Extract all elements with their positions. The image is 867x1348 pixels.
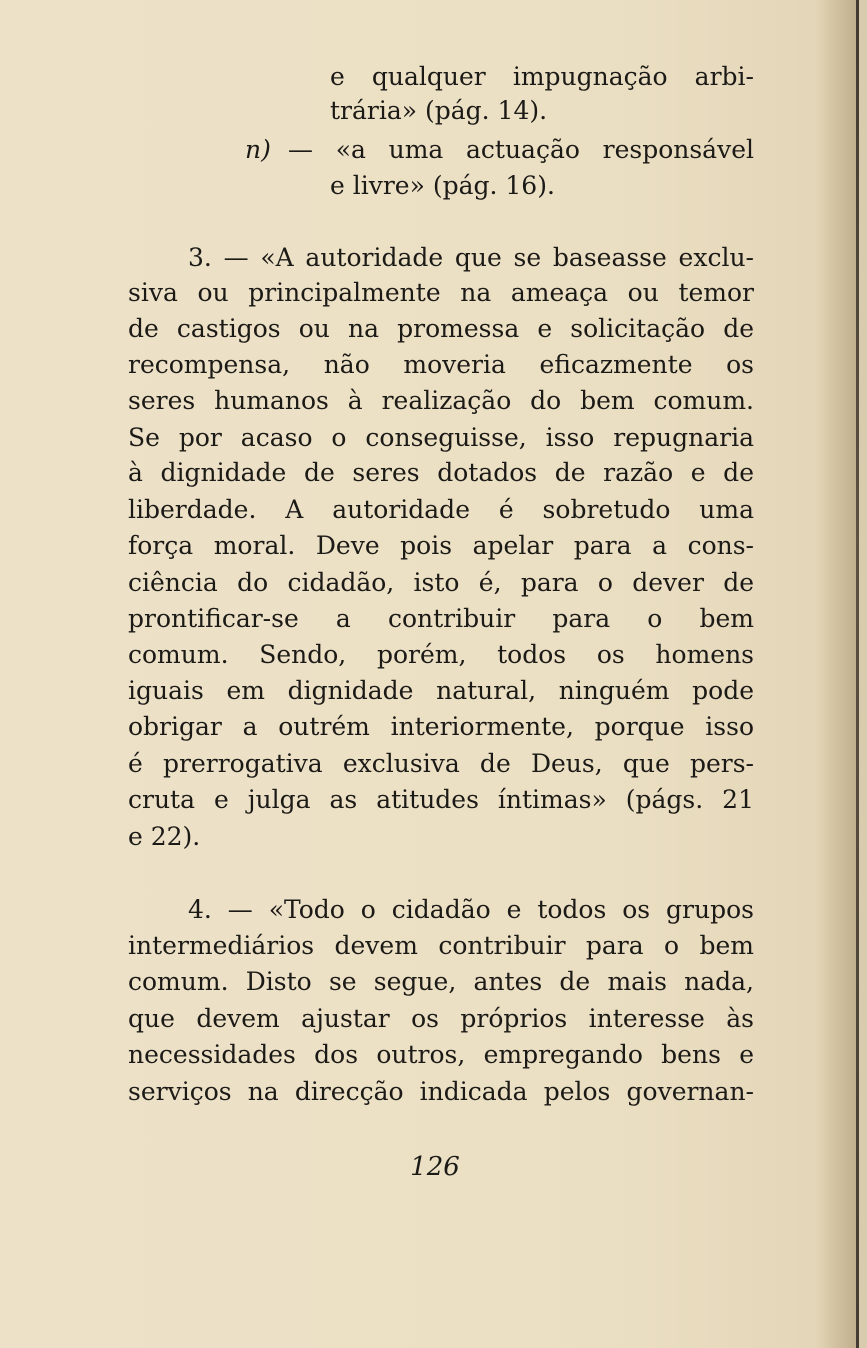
- p3-line-3: de castigos ou na promessa e solicitação de: [128, 314, 754, 343]
- p3-line-17: e 22).: [128, 822, 201, 851]
- p3-line-6: Se por acaso o conseguisse, isso repugnaria: [128, 423, 754, 452]
- p4-line-5: necessidades dos outros, empregando bens e: [128, 1040, 754, 1069]
- p3-line-11: prontificar-se a contribuir para o bem: [128, 604, 754, 633]
- item-n-marker: n): [245, 135, 271, 164]
- binding-edge-line: [856, 0, 859, 1348]
- p3-line-7: à dignidade de seres dotados de razão e de: [128, 458, 754, 487]
- p3-line-16: cruta e julga as atitudes íntimas» (págs. 21: [128, 785, 754, 814]
- page-edge-shadow: [859, 0, 867, 1348]
- p3-line-12: comum. Sendo, porém, todos os homens: [128, 640, 754, 669]
- p3-line-5: seres humanos à realização do bem comum.: [128, 386, 754, 415]
- p3-line-15: é prerrogativa exclusiva de Deus, que pers-: [128, 749, 754, 778]
- p3-line-1: 3. — «A autoridade que se baseasse exclu-: [188, 243, 754, 272]
- p4-line-1: 4. — «Todo o cidadão e todos os grupos: [188, 895, 754, 924]
- p3-line-10: ciência do cidadão, isto é, para o dever de: [128, 568, 754, 597]
- p4-line-6: serviços na direcção indicada pelos governan-: [128, 1077, 754, 1106]
- p4-line-2: intermediários devem contribuir para o bem: [128, 931, 754, 960]
- item-n-line-1: — «a uma actuação responsável: [288, 135, 754, 164]
- item-n-line-2: e livre» (pág. 16).: [330, 171, 555, 200]
- p3-line-4: recompensa, não moveria eficazmente os: [128, 350, 754, 379]
- p3-line-14: obrigar a outrém interiormente, porque isso: [128, 712, 754, 741]
- p3-line-8: liberdade. A autoridade é sobretudo uma: [128, 495, 754, 524]
- page-number: 126: [410, 1152, 460, 1182]
- p3-line-2: siva ou principalmente na ameaça ou temor: [128, 278, 754, 307]
- p4-line-3: comum. Disto se segue, antes de mais nada,: [128, 967, 754, 996]
- p4-line-4: que devem ajustar os próprios interesse às: [128, 1004, 754, 1033]
- p3-line-9: força moral. Deve pois apelar para a cons-: [128, 531, 754, 560]
- item-m-line-1: e qualquer impugnação arbi-: [330, 62, 754, 91]
- item-m-line-2: trária» (pág. 14).: [330, 96, 548, 125]
- p3-line-13: iguais em dignidade natural, ninguém pode: [128, 676, 754, 705]
